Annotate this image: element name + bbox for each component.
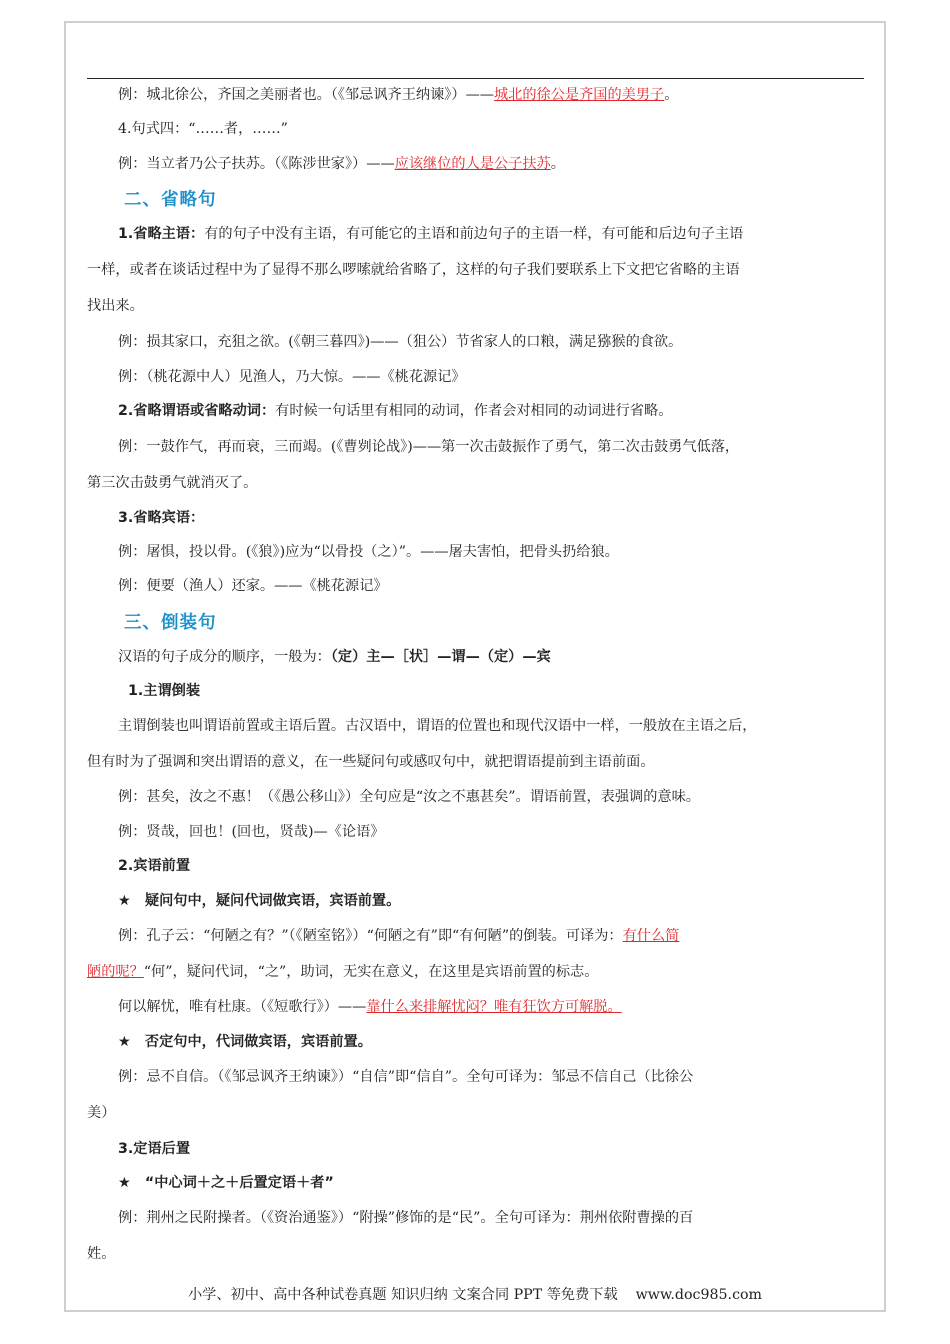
section-heading-inversion: 三、倒装句 (124, 613, 217, 633)
example-line: 陋的呢？“何”，疑问代词，“之”，助词，无实在意义，在这里是宾语前置的标志。 (87, 964, 599, 980)
example-line: 例：当立者乃公子扶苏。（《陈涉世家》）——应该继位的人是公子扶苏。 (118, 156, 565, 172)
example-line: 美） (87, 1105, 116, 1121)
example-line: 例：忌不自信。（《邹忌讽齐王纳谏》）“自信”即“信自”。全句可译为：邹忌不信自己（比徐公 (118, 1069, 694, 1085)
header-rule (87, 78, 864, 79)
footer-text: 小学、初中、高中各种试卷真题 知识归纳 文案合同 PPT 等免费下载 (187, 1287, 618, 1303)
example-line: 例：贤哉，回也！(回也，贤哉)—《论语》 (118, 824, 385, 840)
footer (0, 1284, 950, 1304)
paragraph: 汉语的句子成分的顺序，一般为：（定）主—［状］—谓—（定）—宾 (118, 649, 551, 665)
rule-star: ★ 否定句中，代词做宾语，宾语前置。 (118, 1034, 372, 1050)
paragraph: 1.省略主语：有的句子中没有主语，有可能它的主语和前边句子的主语一样，有可能和后边句子主语 (118, 226, 744, 242)
subheading: 2.宾语前置 (118, 858, 191, 874)
paragraph: 一样，或者在谈话过程中为了显得不那么啰嗦就给省略了，这样的句子我们要联系上下文把它省略的主语 (87, 262, 740, 278)
example-line: 例：孔子云：“何陋之有？”（《陋室铭》）“何陋之有”即“有何陋”的倒装。可译为：有什么简 (118, 928, 680, 944)
subheading: 3.省略宾语： (118, 510, 205, 526)
example-line: 姓。 (87, 1246, 116, 1262)
paragraph: 主谓倒装也叫谓语前置或主语后置。古汉语中，谓语的位置也和现代汉语中一样，一般放在主语之后， (118, 718, 757, 734)
example-line: 例：城北徐公，齐国之美丽者也。（《邹忌讽齐王纳谏》）——城北的徐公是齐国的美男子。 (118, 87, 679, 103)
paragraph: 2.省略谓语或省略动词：有时候一句话里有相同的动词，作者会对相同的动词进行省略。 (118, 403, 673, 419)
footer-url[interactable]: www.doc985.com (635, 1287, 763, 1303)
example-line: 例：一鼓作气，再而衰，三而竭。(《曹刿论战》)——第一次击鼓振作了勇气，第二次击鼓勇气低落， (118, 439, 740, 455)
example-line: 例：（桃花源中人）见渔人，乃大惊。——《桃花源记》 (118, 369, 466, 385)
example-line: 例：甚矣，汝之不惠！（《愚公移山》）全句应是“汝之不惠甚矣”。谓语前置，表强调的意味。 (118, 789, 700, 805)
example-line: 第三次击鼓勇气就消灭了。 (87, 475, 258, 491)
section-heading-ellipsis: 二、省略句 (124, 190, 217, 210)
example-line: 何以解忧，唯有杜康。（《短歌行》）——靠什么来排解忧闷？唯有狂饮方可解脱。 (118, 999, 622, 1015)
pattern-four: 4.句式四：“……者，……” (118, 121, 288, 137)
paragraph: 但有时为了强调和突出谓语的意义，在一些疑问句或感叹句中，就把谓语提前到主语前面。 (87, 754, 655, 770)
rule-star: ★ “中心词＋之＋后置定语＋者” (118, 1175, 334, 1191)
example-line: 例：屠惧，投以骨。(《狼》)应为“以骨投（之）”。——屠夫害怕，把骨头扔给狼。 (118, 544, 619, 560)
example-line: 例：损其家口，充狙之欲。(《朝三暮四》)——（狙公）节省家人的口粮，满足猕猴的食欲。 (118, 334, 683, 350)
paragraph: 找出来。 (87, 298, 144, 314)
subheading: 3.定语后置 (118, 1141, 191, 1157)
rule-star: ★ 疑问句中，疑问代词做宾语，宾语前置。 (118, 893, 401, 909)
example-line: 例：荆州之民附操者。（《资治通鉴》）“附操”修饰的是“民”。全句可译为：荆州依附曹操的百 (118, 1210, 694, 1226)
subheading: 1.主谓倒装 (128, 683, 201, 699)
example-line: 例：便要（渔人）还家。——《桃花源记》 (118, 578, 388, 594)
